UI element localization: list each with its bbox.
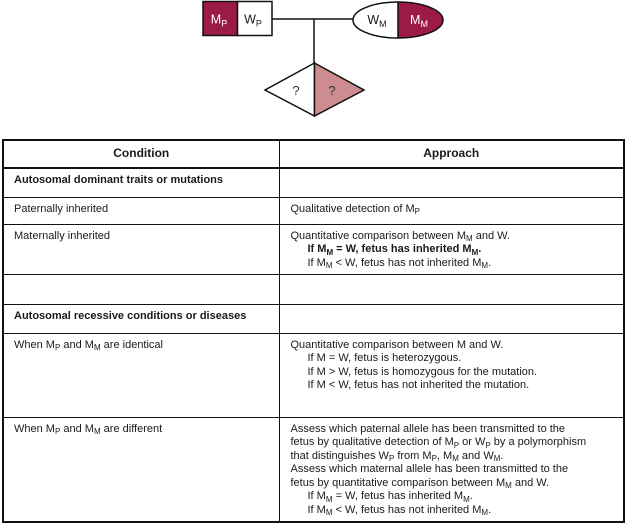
condition-cell [3,274,279,304]
approach-line: If M = W, fetus is heterozygous. [307,352,462,364]
approach-line: Quantitative comparison between M and W. [290,338,504,351]
condition-cell: Maternally inherited [3,224,279,274]
fetus-unknown-half-left [265,63,315,116]
approach-cell [279,168,624,197]
approach-cell [279,224,624,274]
condition-cell: Autosomal dominant traits or mutations [3,168,279,197]
pedigree-diagram [0,0,626,139]
table-row [3,197,624,224]
mother-mutant-allele-label: $M_M$ [410,13,428,29]
condition-cell: Autosomal recessive conditions or diseases [3,304,279,333]
approach-line: Qualitative detection of $M_P$ [290,202,420,216]
fetus-symbol [265,63,364,116]
approach-line: If $M_M = W$, fetus has inherited $M_M$. [307,490,473,504]
column-header-approach: Approach [279,140,624,168]
mother-wild-allele-label: $W_M$ [367,13,387,29]
table-row [3,168,624,197]
approach-cell [279,197,624,224]
approach-cell [279,274,624,304]
condition-cell: When $M_P$ and $M_M$ are identical [3,333,279,417]
table-row [3,417,624,522]
condition-approach-table [2,139,625,523]
table-row [3,333,624,417]
table-spacer-row [3,274,624,304]
approach-line: that distinguishes $W_P$ from $M_P$, $M_M$ and $W_M$. [290,449,504,463]
fetus-question-mark-left: ? [292,83,300,98]
fetus-unknown-half-right [315,63,365,116]
table-row [3,224,624,274]
fetus-question-mark-right: ? [328,83,336,98]
approach-line: If $M_M = W$, fetus has inherited $M_M$. [307,243,482,257]
mother-symbol [353,2,443,38]
condition-cell: Paternally inherited [3,197,279,224]
table-header-row [3,140,624,168]
approach-line: If $M_M < W$, fetus has not inherited $M_M$. [307,503,492,517]
approach-line: Assess which maternal allele has been transmitted to the [290,463,569,475]
approach-cell [279,333,624,417]
approach-cell [279,417,624,522]
father-wild-allele-label: $W_P$ [244,12,262,29]
approach-line: If M < W, fetus has not inherited the mutation. [307,379,530,391]
table-row [3,304,624,333]
approach-line: If $M_M < W$, fetus has not inherited $M_M$. [307,256,492,270]
approach-line: If M > W, fetus is homozygous for the mutation. [307,365,538,378]
father-mutant-allele-label: $M_P$ [210,12,228,29]
column-header-condition: Condition [3,140,279,168]
condition-cell: When $M_P$ and $M_M$ are different [3,417,279,522]
approach-cell [279,304,624,333]
approach-line: Assess which paternal allele has been transmitted to the [290,422,566,435]
approach-line: Quantitative comparison between $M_M$ and W. [290,229,510,243]
approach-line: fetus by qualitative detection of $M_P$ or $W_P$ by a polymorphism [290,436,587,450]
approach-line: fetus by quantitative comparison between $M_M$ and W. [290,476,550,490]
father-symbol [203,2,272,36]
